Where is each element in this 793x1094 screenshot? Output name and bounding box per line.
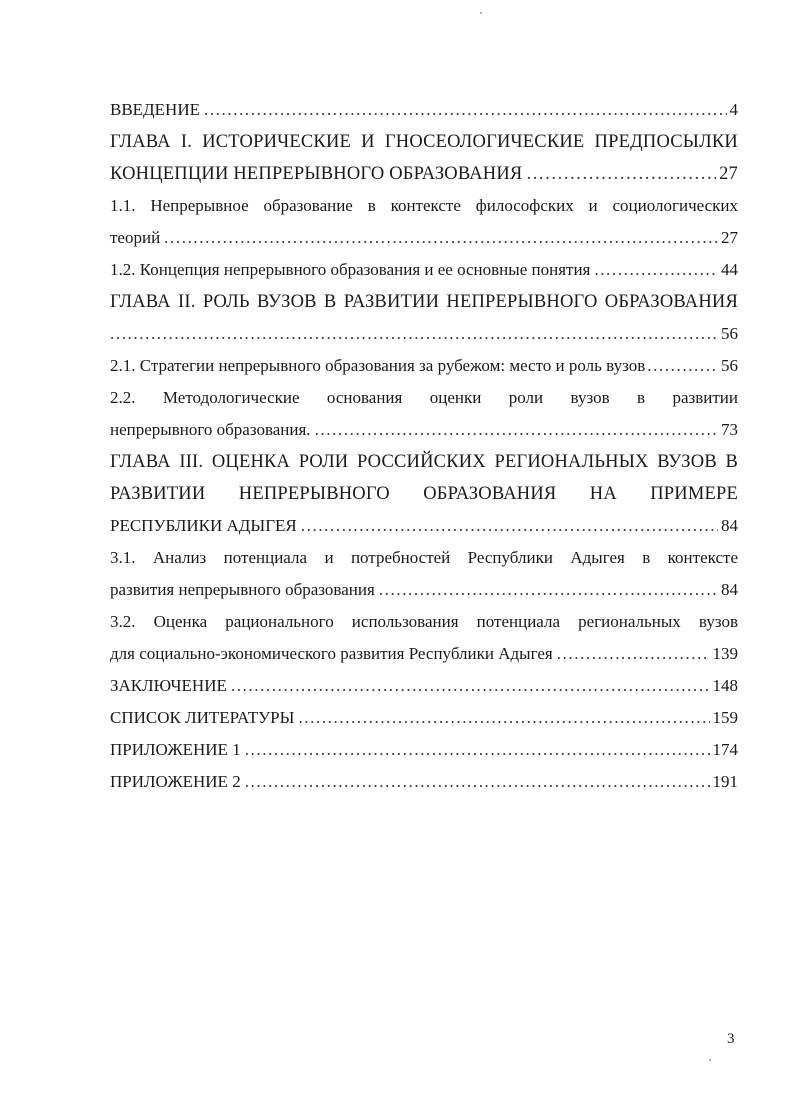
toc-entry-title: ВВЕДЕНИЕ <box>110 100 200 119</box>
scan-speck <box>480 12 482 14</box>
toc-page-number: 159 <box>712 708 738 727</box>
toc-entry-title: СПИСОК ЛИТЕРАТУРЫ <box>110 708 295 727</box>
toc-entry-title: 1.2. Концепция непрерывного образования и ее основные понятия <box>110 260 591 279</box>
toc-page-number: 4 <box>729 100 738 119</box>
dot-leader <box>204 94 727 126</box>
toc-page-number: 84 <box>721 580 738 599</box>
toc-entry-appendix-2[interactable] <box>110 766 738 798</box>
scan-speck <box>709 1059 711 1061</box>
toc-entry-title: теорий <box>110 228 161 247</box>
toc-chapter-2-line-2[interactable] <box>110 318 738 350</box>
toc-entry-title: для социально-экономического развития Республики Адыгея <box>110 644 553 663</box>
toc-section-3-2-line-1[interactable]: 3.2. Оценка рационального использования потенциала региональных вузов <box>110 612 738 631</box>
toc-entry-references[interactable] <box>110 702 738 734</box>
dot-leader <box>110 318 718 350</box>
dot-leader <box>231 670 710 702</box>
toc-chapter-1-line-2[interactable] <box>110 158 738 190</box>
dot-leader <box>298 702 709 734</box>
dot-leader <box>594 254 718 286</box>
dot-leader <box>647 350 718 382</box>
table-of-contents <box>110 94 738 798</box>
toc-section-3-2-line-2[interactable] <box>110 638 738 670</box>
toc-chapter-1-line-1[interactable]: ГЛАВА I. ИСТОРИЧЕСКИЕ И ГНОСЕОЛОГИЧЕСКИЕ ПРЕДПОСЫЛКИ <box>110 132 738 152</box>
toc-section-2-1[interactable] <box>110 350 738 382</box>
toc-entry-appendix-1[interactable] <box>110 734 738 766</box>
toc-section-3-1-line-1[interactable]: 3.1. Анализ потенциала и потребностей Республики Адыгея в контексте <box>110 548 738 567</box>
toc-page-number: 191 <box>712 772 738 791</box>
toc-section-1-1-line-2[interactable] <box>110 222 738 254</box>
toc-page-number: 27 <box>721 228 738 247</box>
toc-entry-title: развития непрерывного образования <box>110 580 375 599</box>
dot-leader <box>315 414 718 446</box>
dot-leader <box>379 574 718 606</box>
dot-leader <box>301 510 718 542</box>
page-number: 3 <box>727 1031 735 1047</box>
toc-page-number: 56 <box>721 324 738 343</box>
toc-section-1-1-line-1[interactable]: 1.1. Непрерывное образование в контексте философских и социологических <box>110 196 738 215</box>
toc-page-number: 27 <box>719 164 738 184</box>
toc-section-2-2-line-1[interactable]: 2.2. Методологические основания оценки роли вузов в развитии <box>110 388 738 407</box>
toc-page-number: 148 <box>712 676 738 695</box>
toc-page-number: 84 <box>721 516 738 535</box>
dot-leader <box>526 158 716 190</box>
toc-chapter-3-line-1[interactable]: ГЛАВА III. ОЦЕНКА РОЛИ РОССИЙСКИХ РЕГИОНАЛЬНЫХ ВУЗОВ В <box>110 452 738 472</box>
toc-page-number: 56 <box>721 356 738 375</box>
dot-leader <box>557 638 710 670</box>
toc-chapter-2-line-1[interactable]: ГЛАВА II. РОЛЬ ВУЗОВ В РАЗВИТИИ НЕПРЕРЫВНОГО ОБРАЗОВАНИЯ <box>110 292 738 312</box>
toc-entry-title: КОНЦЕПЦИИ НЕПРЕРЫВНОГО ОБРАЗОВАНИЯ <box>110 164 523 184</box>
toc-page-number: 44 <box>721 260 738 279</box>
dot-leader <box>245 734 710 766</box>
toc-page-number: 139 <box>712 644 738 663</box>
toc-entry-title: РЕСПУБЛИКИ АДЫГЕЯ <box>110 516 297 535</box>
toc-section-3-1-line-2[interactable] <box>110 574 738 606</box>
toc-section-1-2[interactable] <box>110 254 738 286</box>
toc-entry-introduction[interactable] <box>110 94 738 126</box>
toc-entry-title: непрерывного образования. <box>110 420 311 439</box>
toc-entry-title: ЗАКЛЮЧЕНИЕ <box>110 676 227 695</box>
toc-entry-title: ПРИЛОЖЕНИЕ 1 <box>110 740 241 759</box>
toc-section-2-2-line-2[interactable] <box>110 414 738 446</box>
dot-leader <box>245 766 710 798</box>
toc-chapter-3-line-3[interactable] <box>110 510 738 542</box>
dot-leader <box>164 222 718 254</box>
toc-chapter-3-line-2[interactable]: РАЗВИТИИ НЕПРЕРЫВНОГО ОБРАЗОВАНИЯ НА ПРИМЕРЕ <box>110 484 738 504</box>
toc-entry-title: ПРИЛОЖЕНИЕ 2 <box>110 772 241 791</box>
toc-page-number: 73 <box>721 420 738 439</box>
toc-entry-conclusion[interactable] <box>110 670 738 702</box>
toc-page-number: 174 <box>712 740 738 759</box>
toc-entry-title: 2.1. Стратегии непрерывного образования за рубежом: место и роль вузов <box>110 356 646 375</box>
